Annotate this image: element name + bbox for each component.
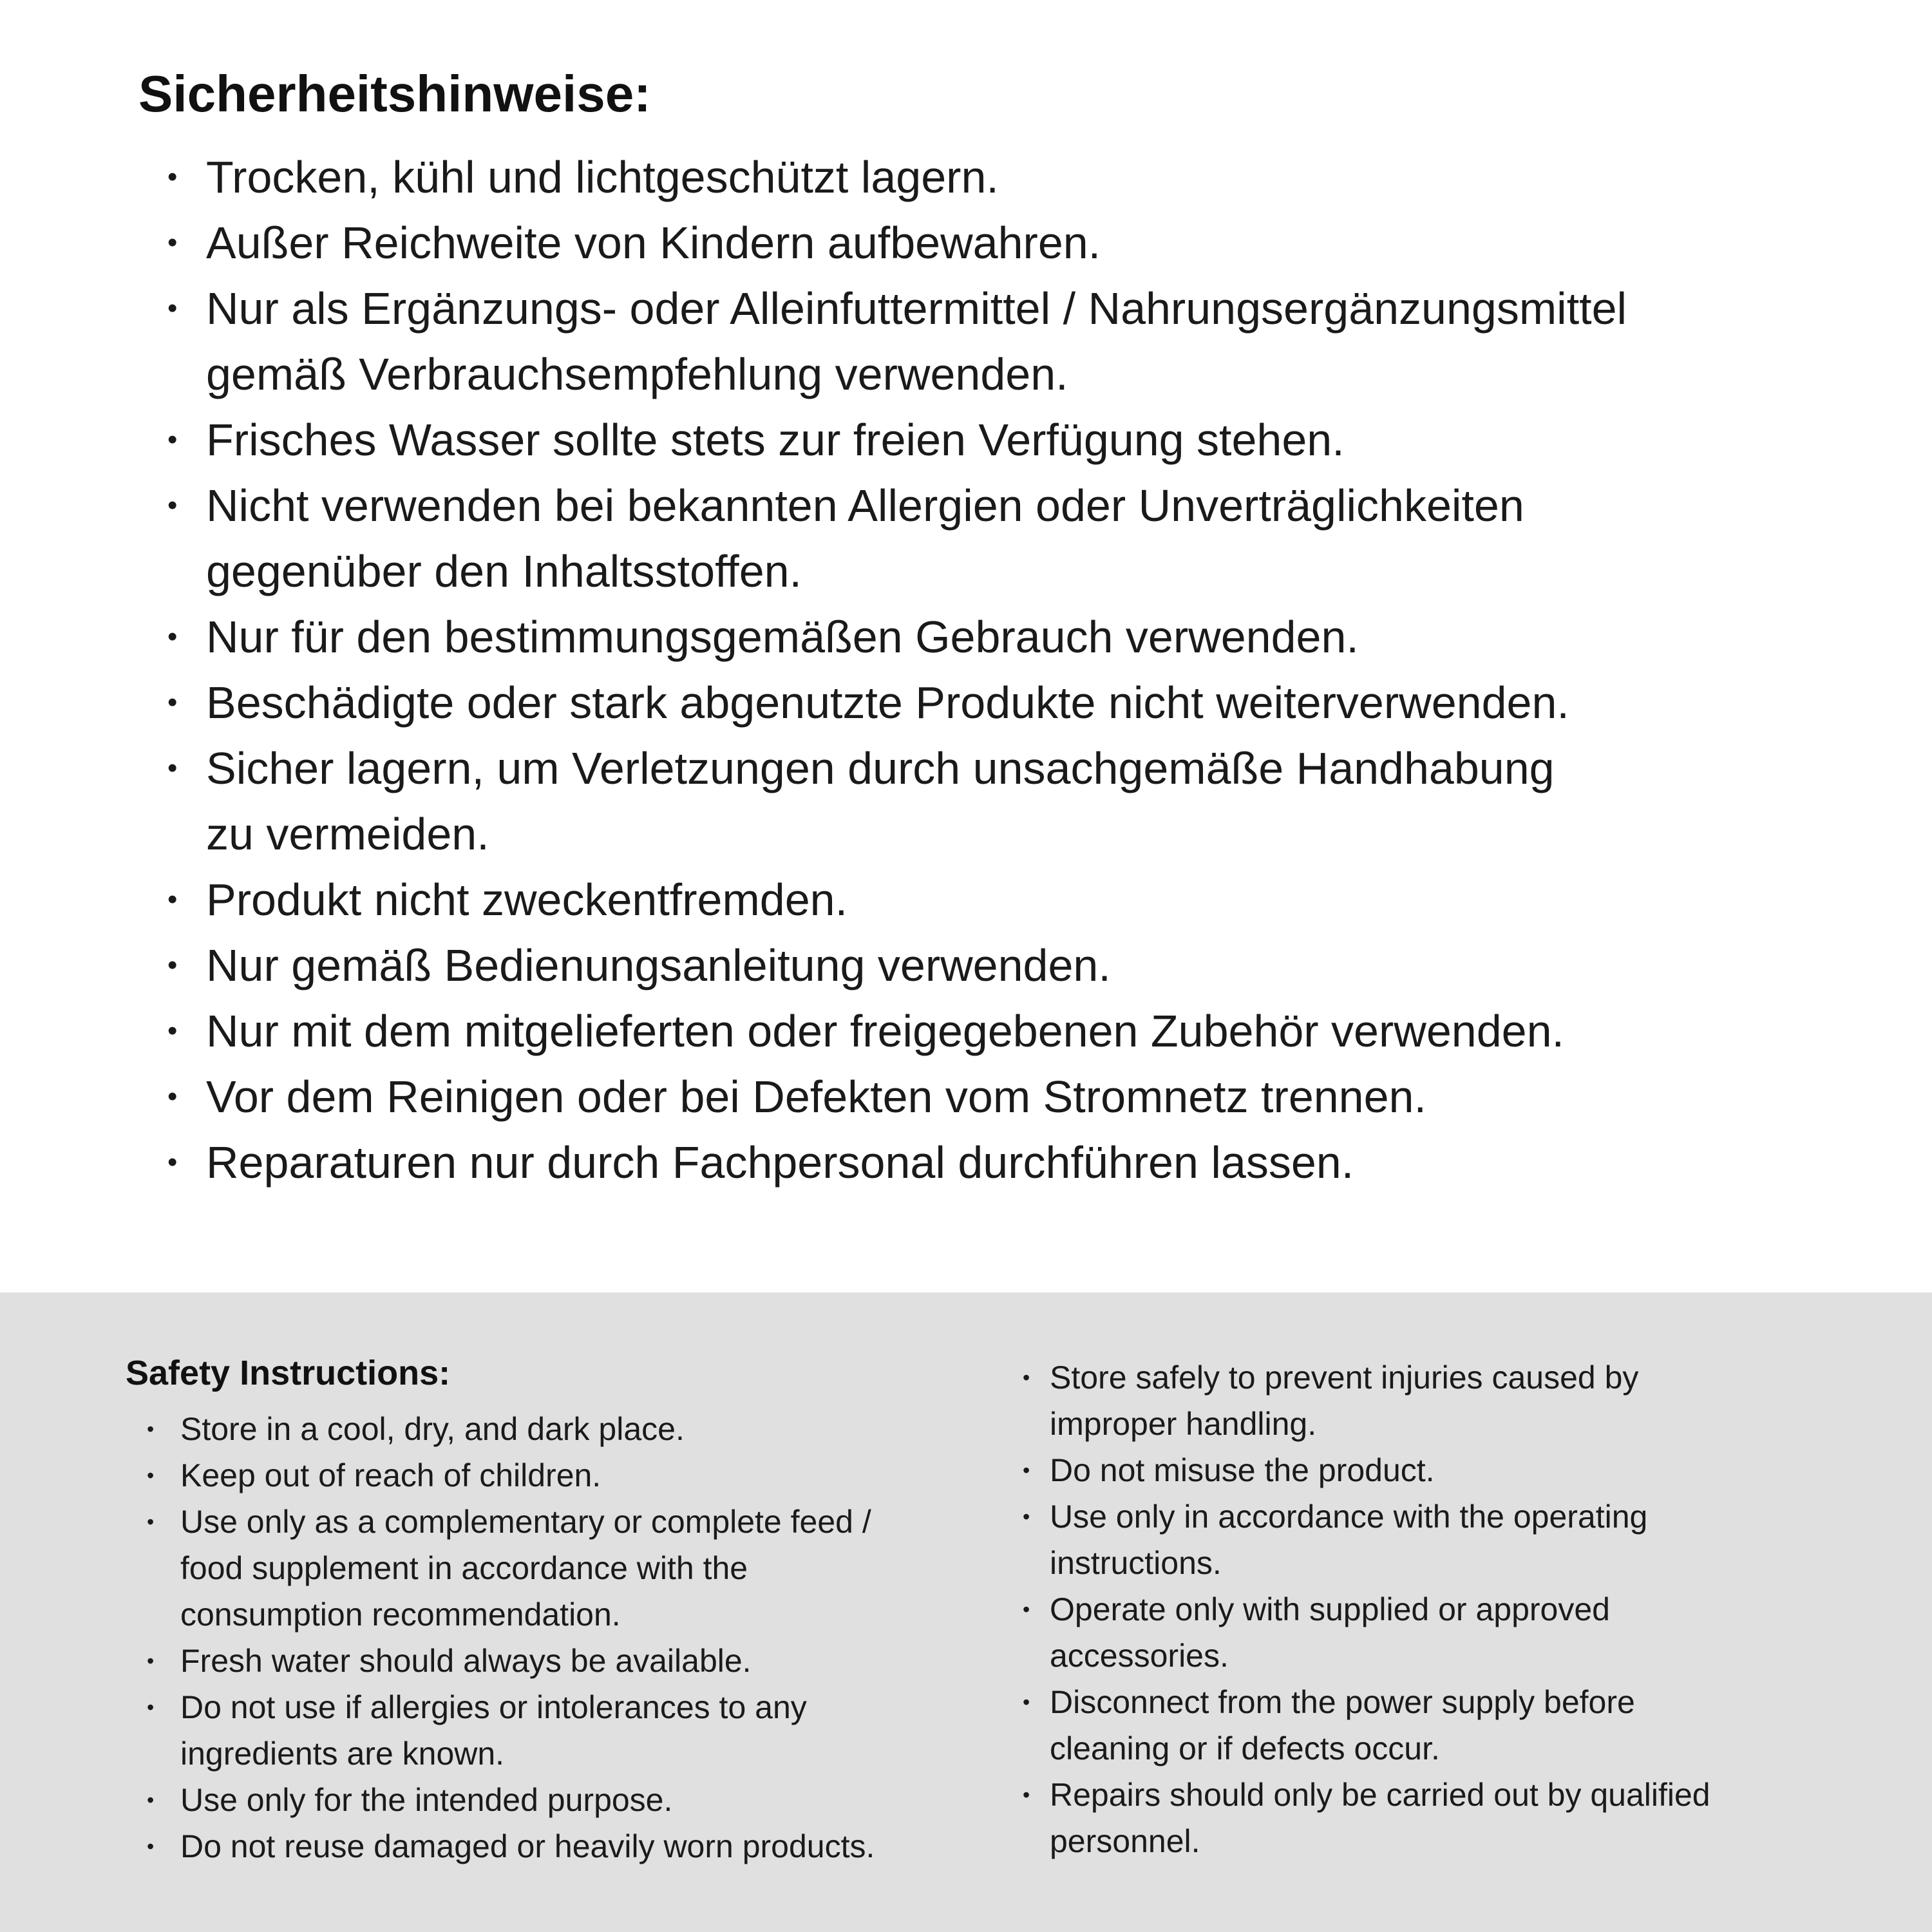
bullet-icon: • [167, 424, 178, 455]
safety-bullet-item [138, 407, 1877, 473]
bullet-text: Sicher lagern, um Verletzungen durch unsachgemäße Handhabung zu vermeiden. [206, 743, 1555, 859]
bullet-icon: • [147, 1649, 155, 1672]
bullet-text: Vor dem Reinigen oder bei Defekten vom Stromnetz trennen. [206, 1072, 1426, 1122]
safety-bullet-item [998, 1447, 1913, 1493]
bullet-text: Keep out of reach of children. [180, 1457, 601, 1493]
bullet-text: Außer Reichweite von Kindern aufbewahren. [206, 218, 1101, 268]
german-bullet-list [138, 144, 1877, 1195]
bullet-icon: • [1023, 1598, 1030, 1621]
bullet-text: Frisches Wasser sollte stets zur freien Verfügung stehen. [206, 415, 1345, 465]
english-section [0, 1293, 1932, 1932]
bullet-text: Produkt nicht zweckentfremden. [206, 875, 848, 925]
german-heading: Sicherheitshinweise: [138, 65, 651, 122]
safety-bullet-item [126, 1684, 1001, 1777]
bullet-text: Do not misuse the product. [1050, 1452, 1435, 1488]
safety-bullet-item [138, 276, 1877, 407]
safety-bullet-item [138, 473, 1877, 604]
bullet-text: Store safely to prevent injuries caused by improper handling. [1050, 1359, 1639, 1442]
safety-bullet-item [138, 735, 1877, 867]
safety-bullet-item [126, 1823, 1001, 1870]
bullet-text: Operate only with supplied or approved accessories. [1050, 1591, 1610, 1674]
bullet-icon: • [147, 1464, 155, 1487]
english-right-bullet-list [998, 1354, 1913, 1864]
safety-bullet-item [138, 144, 1877, 210]
bullet-icon: • [1023, 1690, 1030, 1714]
bullet-icon: • [167, 687, 178, 718]
bullet-icon: • [167, 949, 178, 981]
bullet-icon: • [167, 489, 178, 521]
bullet-text: Nur für den bestimmungsgemäßen Gebrauch verwenden. [206, 612, 1359, 662]
safety-bullet-item [138, 604, 1877, 670]
bullet-text: Beschädigte oder stark abgenutzte Produkte nicht weiterverwenden. [206, 677, 1569, 728]
bullet-text: Disconnect from the power supply before cleaning or if defects occur. [1050, 1684, 1635, 1766]
safety-bullet-item [998, 1354, 1913, 1447]
english-heading: Safety Instructions: [126, 1354, 451, 1392]
bullet-text: Use only in accordance with the operating instructions. [1050, 1499, 1648, 1581]
safety-bullet-item [998, 1772, 1913, 1864]
safety-bullet-item [126, 1638, 1001, 1684]
bullet-icon: • [1023, 1366, 1030, 1389]
safety-bullet-item [138, 933, 1877, 998]
safety-bullet-item [126, 1499, 1001, 1638]
bullet-text: Nur als Ergänzungs- oder Alleinfuttermittel / Nahrungsergänzungsmittel gemäß Verbrauchsempfehlung verwenden. [206, 283, 1627, 399]
bullet-text: Do not reuse damaged or heavily worn products. [180, 1828, 875, 1864]
bullet-text: Do not use if allergies or intolerances to any ingredients are known. [180, 1689, 807, 1772]
safety-bullet-item [126, 1777, 1001, 1823]
bullet-icon: • [167, 1146, 178, 1178]
bullet-icon: • [167, 1015, 178, 1046]
bullet-text: Use only as a complementary or complete feed / food supplement in accordance with the consumption recommendation. [180, 1504, 871, 1633]
bullet-text: Repairs should only be carried out by qualified personnel. [1050, 1777, 1710, 1859]
bullet-icon: • [1023, 1783, 1030, 1806]
safety-bullet-item [138, 867, 1877, 933]
bullet-text: Trocken, kühl und lichtgeschützt lagern. [206, 152, 999, 202]
bullet-icon: • [167, 292, 178, 324]
bullet-icon: • [167, 752, 178, 784]
bullet-icon: • [167, 621, 178, 652]
safety-bullet-item [138, 1130, 1877, 1195]
bullet-icon: • [167, 884, 178, 915]
safety-bullet-item [126, 1452, 1001, 1499]
bullet-text: Fresh water should always be available. [180, 1643, 752, 1679]
bullet-text: Use only for the intended purpose. [180, 1782, 673, 1818]
bullet-icon: • [167, 1081, 178, 1112]
bullet-icon: • [147, 1510, 155, 1533]
bullet-text: Nur mit dem mitgelieferten oder freigegebenen Zubehör verwenden. [206, 1006, 1564, 1056]
safety-bullet-item [998, 1679, 1913, 1772]
safety-bullet-item [998, 1493, 1913, 1586]
bullet-icon: • [147, 1835, 155, 1858]
bullet-icon: • [147, 1417, 155, 1441]
bullet-icon: • [167, 227, 178, 258]
safety-bullet-item [138, 998, 1877, 1064]
bullet-icon: • [167, 161, 178, 193]
safety-bullet-item [138, 670, 1877, 735]
english-left-bullet-list [126, 1406, 1001, 1870]
bullet-icon: • [1023, 1459, 1030, 1482]
bullet-text: Reparaturen nur durch Fachpersonal durchführen lassen. [206, 1137, 1354, 1188]
safety-bullet-item [126, 1406, 1001, 1452]
safety-bullet-item [138, 1064, 1877, 1130]
bullet-icon: • [1023, 1505, 1030, 1528]
safety-bullet-item [138, 210, 1877, 276]
bullet-icon: • [147, 1696, 155, 1719]
safety-bullet-item [998, 1586, 1913, 1679]
bullet-text: Nur gemäß Bedienungsanleitung verwenden. [206, 940, 1111, 990]
bullet-text: Nicht verwenden bei bekannten Allergien oder Unverträglichkeiten gegenüber den Inhaltsstoffen. [206, 480, 1524, 596]
bullet-icon: • [147, 1788, 155, 1812]
bullet-text: Store in a cool, dry, and dark place. [180, 1411, 685, 1447]
